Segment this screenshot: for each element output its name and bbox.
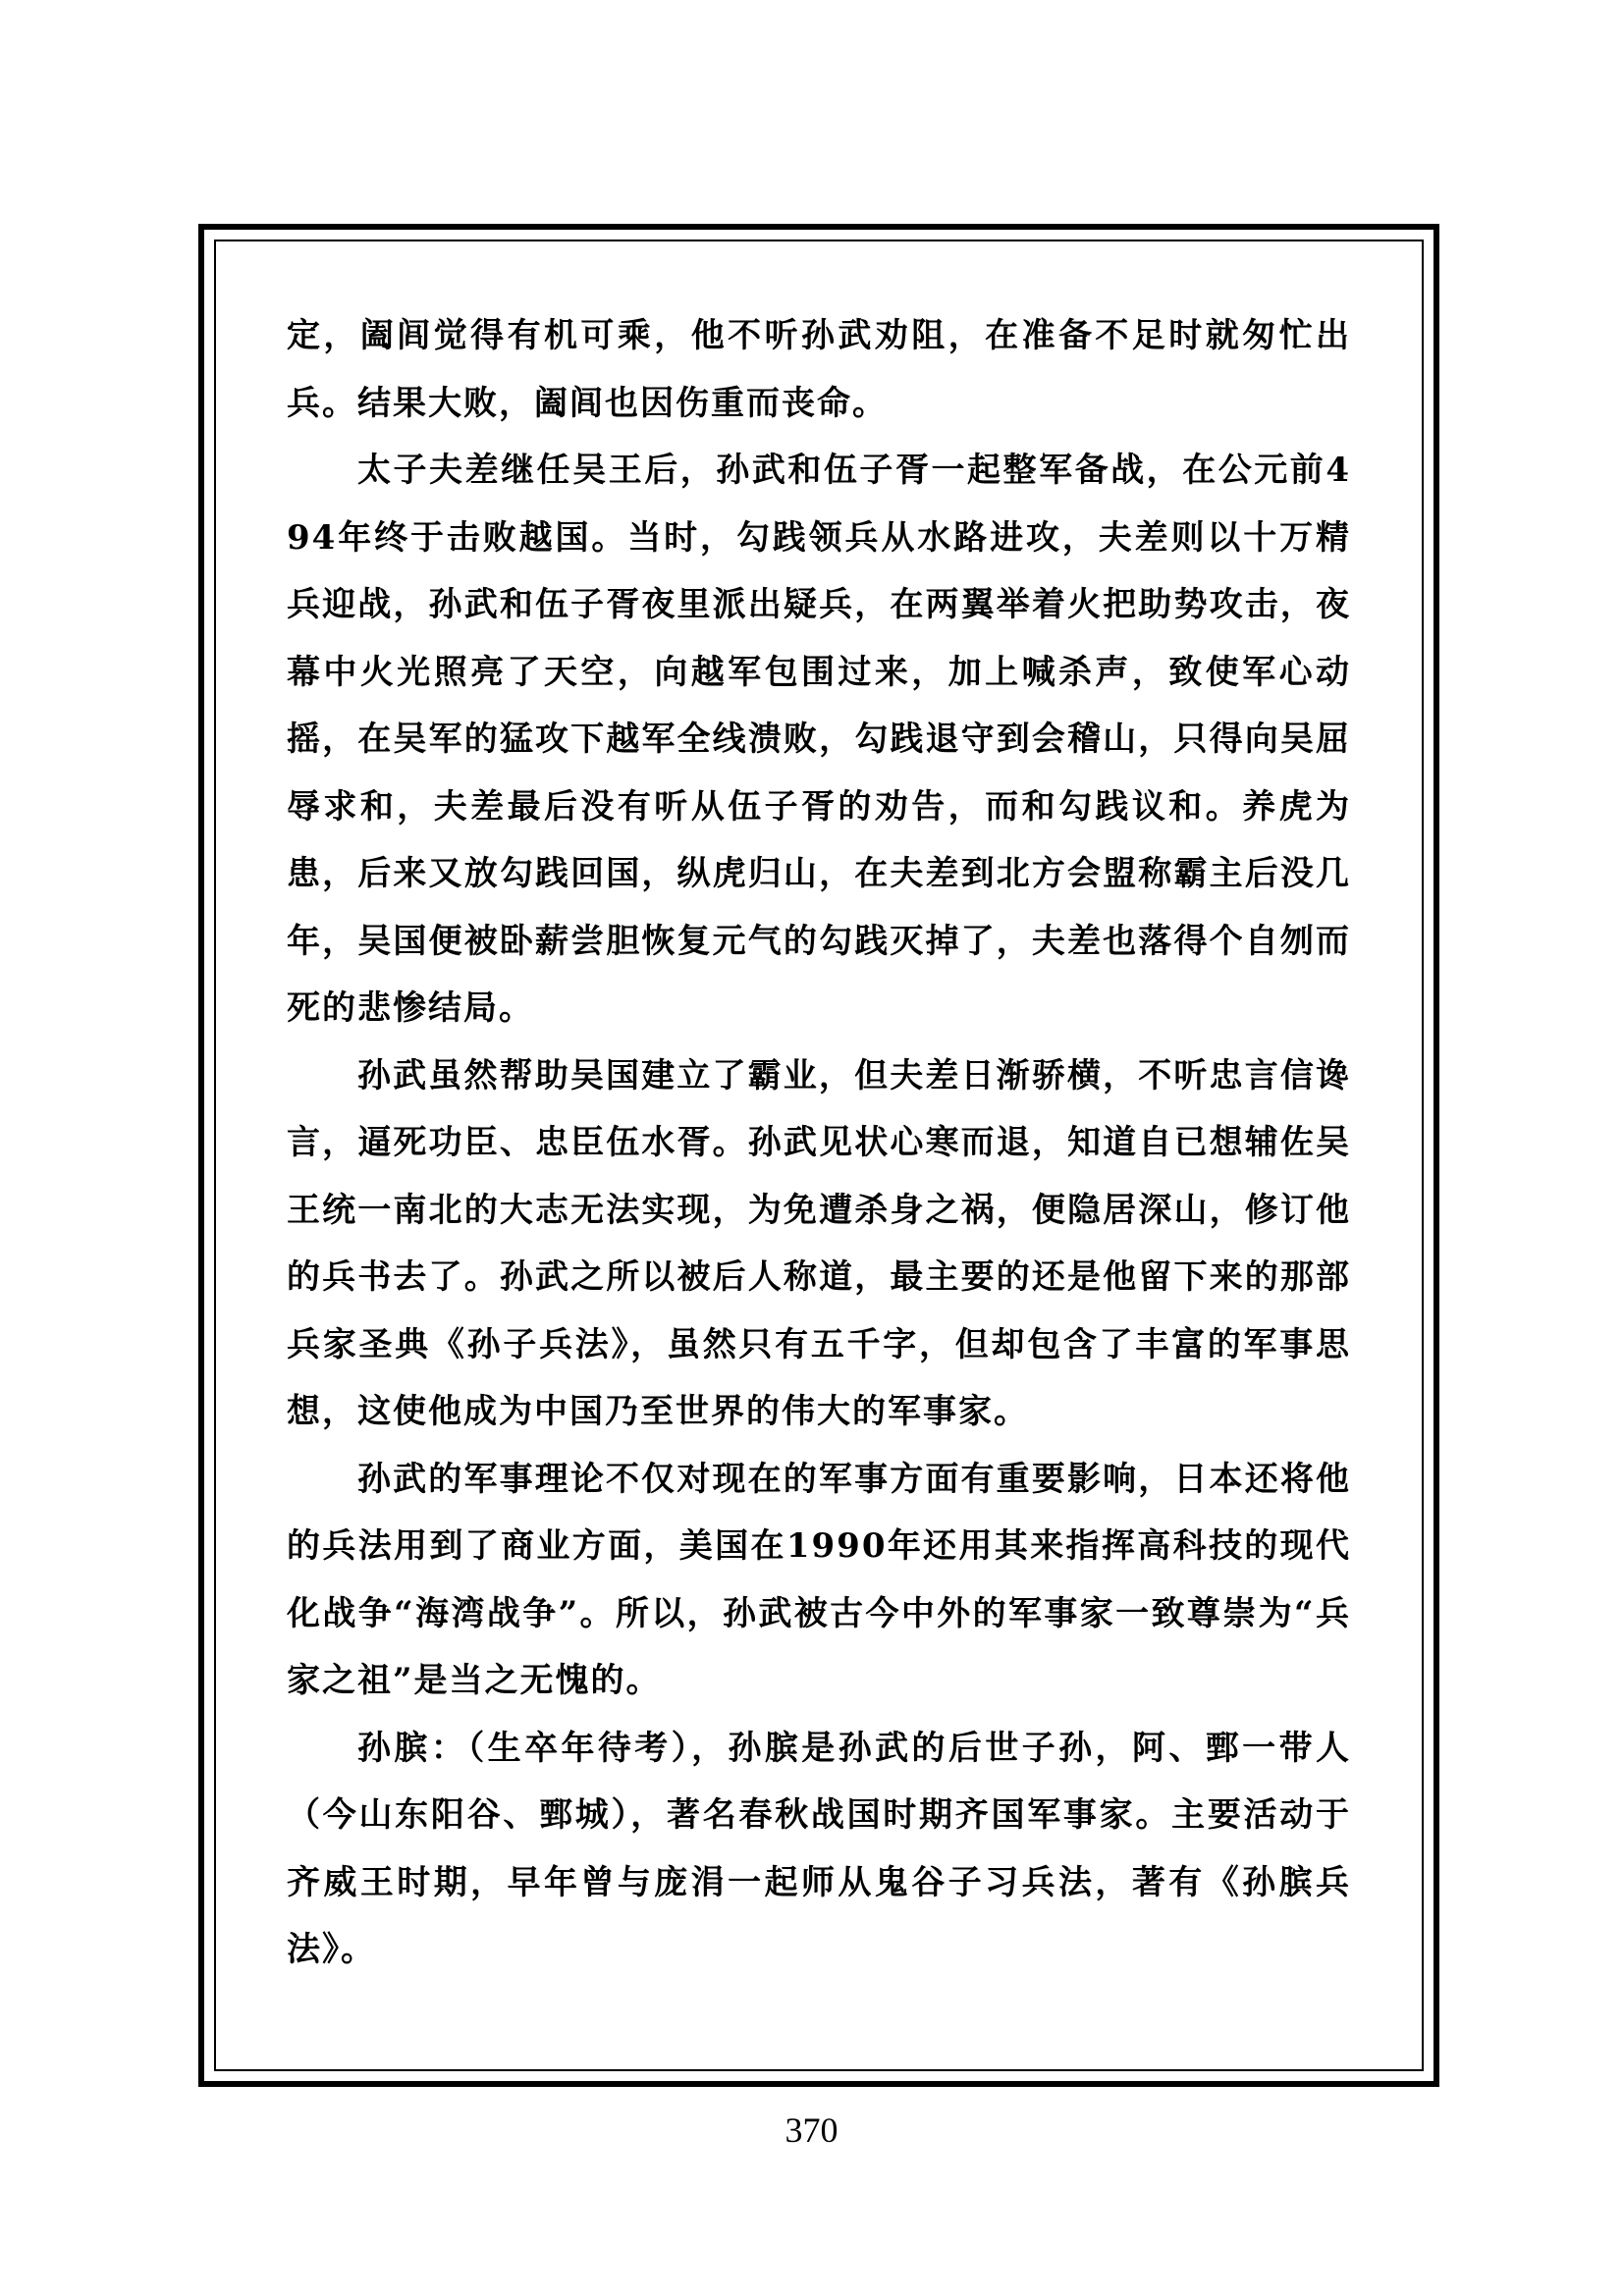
paragraph-sunbin: 孙膑：（生卒年待考），孙膑是孙武的后世子孙，阿、鄄一带人（今山东阳谷、鄄城），著名春秋战国时期齐国军事家。主要活动于齐威王时期，早年曾与庞涓一起师从鬼谷子习兵法，著有《孙膑兵法》。 bbox=[287, 1728, 1351, 1969]
paragraph-fuchai: 太子夫差继任吴王后，孙武和伍子胥一起整军备战，在公元前494年终于击败越国。当时，勾践领兵从水路进攻，夫差则以十万精兵迎战，孙武和伍子胥夜里派出疑兵，在两翼举着火把助势攻击，夜幕中火光照亮了天空，向越军包围过来，加上喊杀声，致使军心动摇，在吴军的猛攻下越军全线溃败，勾践退守到会稽山，只得向吴屈辱求和，夫差最后没有听从伍子胥的劝告，而和勾践议和。养虎为患，后来又放勾践回国，纵虎归山，在夫差到北方会盟称霸主后没几年，吴国便被卧薪尝胆恢复元气的勾践灭掉了，夫差也落得个自刎而死的悲惨结局。 bbox=[287, 451, 1351, 1028]
body-text bbox=[287, 302, 1351, 1984]
page-number: 370 bbox=[784, 2110, 839, 2150]
paragraph-continuation: 定，阖闾觉得有机可乘，他不听孙武劝阻，在准备不足时就匆忙出兵。结果大败，阖闾也因伤重而丧命。 bbox=[287, 316, 1351, 423]
paragraph-sunwu-influence: 孙武的军事理论不仅对现在的军事方面有重要影响，日本还将他的兵法用到了商业方面，美国在1990年还用其来指挥高科技的现代化战争“海湾战争”。所以，孙武被古今中外的军事家一致尊崇为“兵家之祖”是当之无愧的。 bbox=[287, 1459, 1351, 1700]
paragraph-sunwu-retreat: 孙武虽然帮助吴国建立了霸业，但夫差日渐骄横，不听忠言信谗言，逼死功臣、忠臣伍水胥。孙武见状心寒而退，知道自已想辅佐吴王统一南北的大志无法实现，为免遭杀身之祸，便隐居深山，修订他的兵书去了。孙武之所以被后人称道，最主要的还是他留下来的那部兵家圣典《孙子兵法》，虽然只有五千字，但却包含了丰富的军事思想，这使他成为中国乃至世界的伟大的军事家。 bbox=[287, 1055, 1351, 1431]
